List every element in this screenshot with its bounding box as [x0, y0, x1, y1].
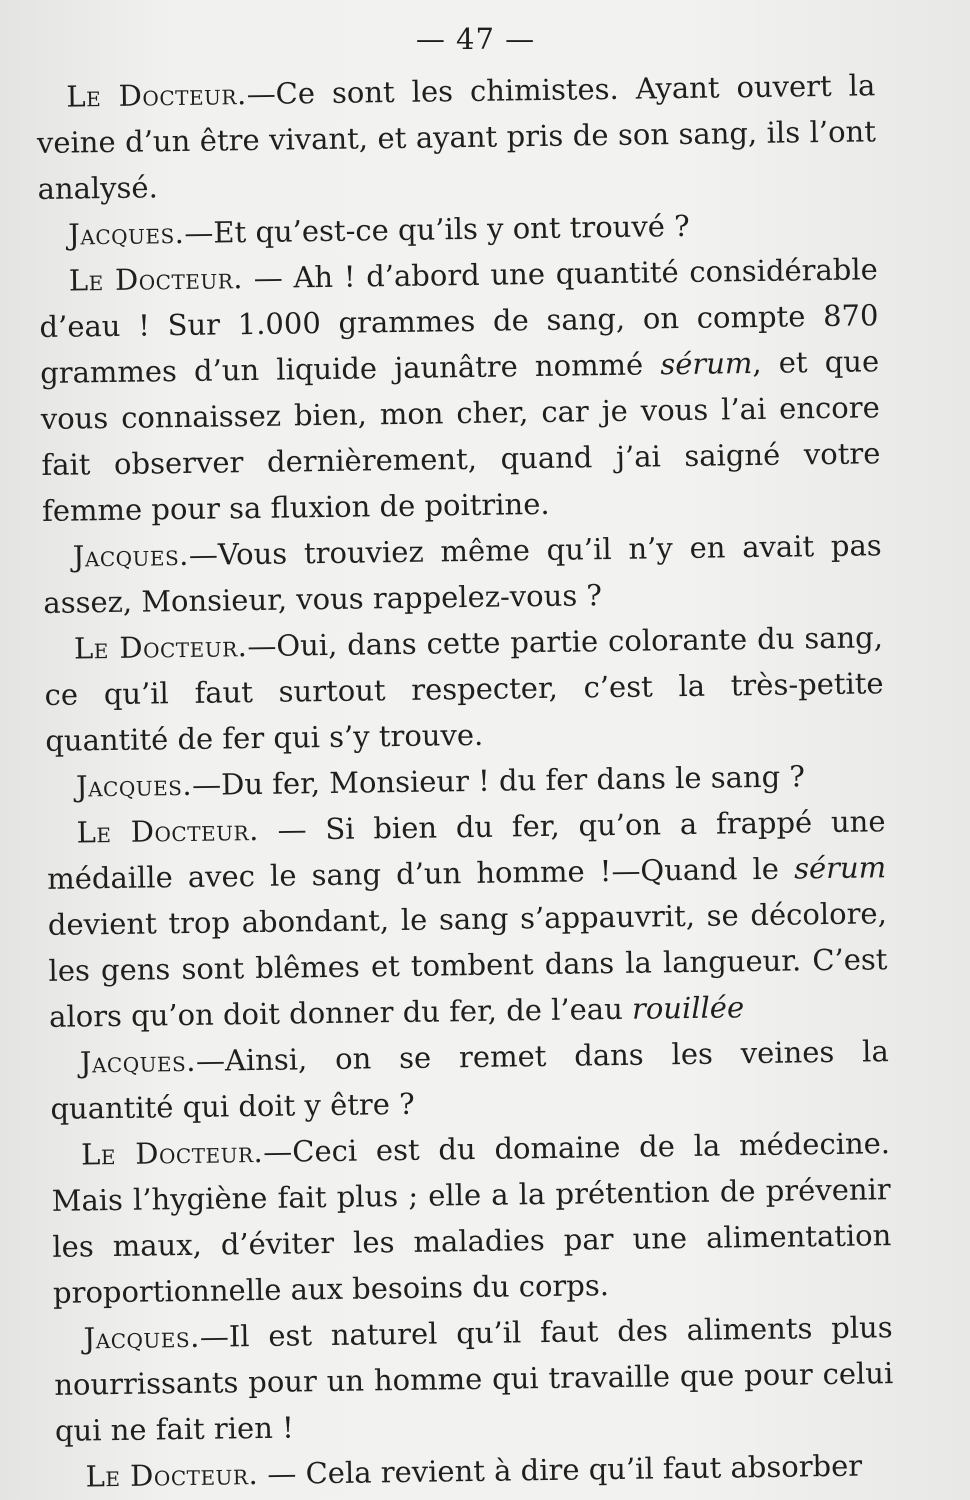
paragraph-5	[44, 614, 885, 764]
speaker-name: Le Docteur.	[73, 629, 248, 666]
paragraph-text: —Oui, dans cette partie colorante du sang, ce qu’il faut surtout respecter, c’est la très-petite quantité de fer qui s’y trouve.	[44, 620, 884, 758]
speaker-name: Jacques.	[83, 1319, 201, 1356]
paragraph-text-after: , et que vous connaissez bien, mon cher, car je vous l’ai encore fait observer dernièrement, quand j’ai saigné votre femme pour sa fluxion de poitrine.	[40, 344, 881, 528]
speaker-name: Le Docteur.	[85, 1457, 259, 1494]
paragraph-text: — Ah ! d’abord une quantité considérable d’eau ! Sur 1.000 grammes de sang, on compte 870 grammes d’un liquide jaunâtre nommé	[39, 252, 879, 390]
dialogue-text	[36, 62, 895, 1500]
speaker-name: Jacques.	[72, 537, 190, 574]
paragraph-text-after: devient trop abondant, le sang s’appauvrit, se décolore, les gens sont blêmes et tombent dans la langueur. C’est alors qu’on doit donner du fer, de l’eau	[47, 896, 888, 1034]
speaker-name: Le Docteur.	[80, 1134, 264, 1172]
speaker-name: Le Docteur.	[76, 812, 260, 850]
paragraph-7	[46, 798, 888, 1040]
paragraph-8	[49, 1028, 889, 1132]
speaker-name: Jacques.	[75, 767, 193, 804]
paragraph-1	[36, 62, 877, 212]
italic-term: sérum	[660, 346, 753, 382]
paragraph-3	[39, 246, 882, 534]
paragraph-10	[53, 1304, 894, 1454]
paragraph-text: —Il est naturel qu’il faut des aliments plus nourrissants pour un homme qui travaille que pour celui qui ne fait rien !	[54, 1310, 894, 1448]
speaker-name: Jacques.	[79, 1043, 197, 1080]
paragraph-9	[51, 1120, 892, 1316]
paragraph-text: — Si bien du fer, qu’on a frappé une médaille avec le sang d’un homme !—Quand le	[47, 804, 886, 896]
paragraph-text: —Ainsi, on se remet dans les veines la quantité qui doit y être ?	[50, 1034, 889, 1126]
paragraph-text: —Et qu’est-ce qu’ils y ont trouvé ?	[184, 208, 690, 250]
paragraph-text: —Ce sont les chimistes. Ayant ouvert la veine d’un être vivant, et ayant pris de son sang, ils l’ont analysé.	[36, 68, 877, 206]
speaker-name: Jacques.	[68, 215, 185, 252]
paragraph-text: —Vous trouviez même qu’il n’y en avait pas assez, Monsieur, vous rappelez-vous ?	[43, 528, 882, 620]
paragraph-text: —Du fer, Monsieur ! du fer dans le sang ?	[191, 759, 806, 802]
speaker-name: Le Docteur.	[68, 261, 244, 298]
italic-term: sérum	[793, 850, 887, 886]
paragraph-4	[42, 522, 882, 626]
paragraph-text: —Ceci est du domaine de la médecine. Mais l’hygiène fait plus ; elle a la prétention de prévenir les maux, d’éviter les maladies par une alimentation proportionnelle aux besoins du corps.	[51, 1126, 892, 1310]
speaker-name: Le Docteur.	[66, 77, 247, 114]
page-number: — 47 —	[415, 22, 536, 56]
italic-term-2: rouillée	[631, 990, 745, 1026]
paragraph-text: — Cela revient à dire qu’il faut absorber	[257, 1448, 863, 1492]
